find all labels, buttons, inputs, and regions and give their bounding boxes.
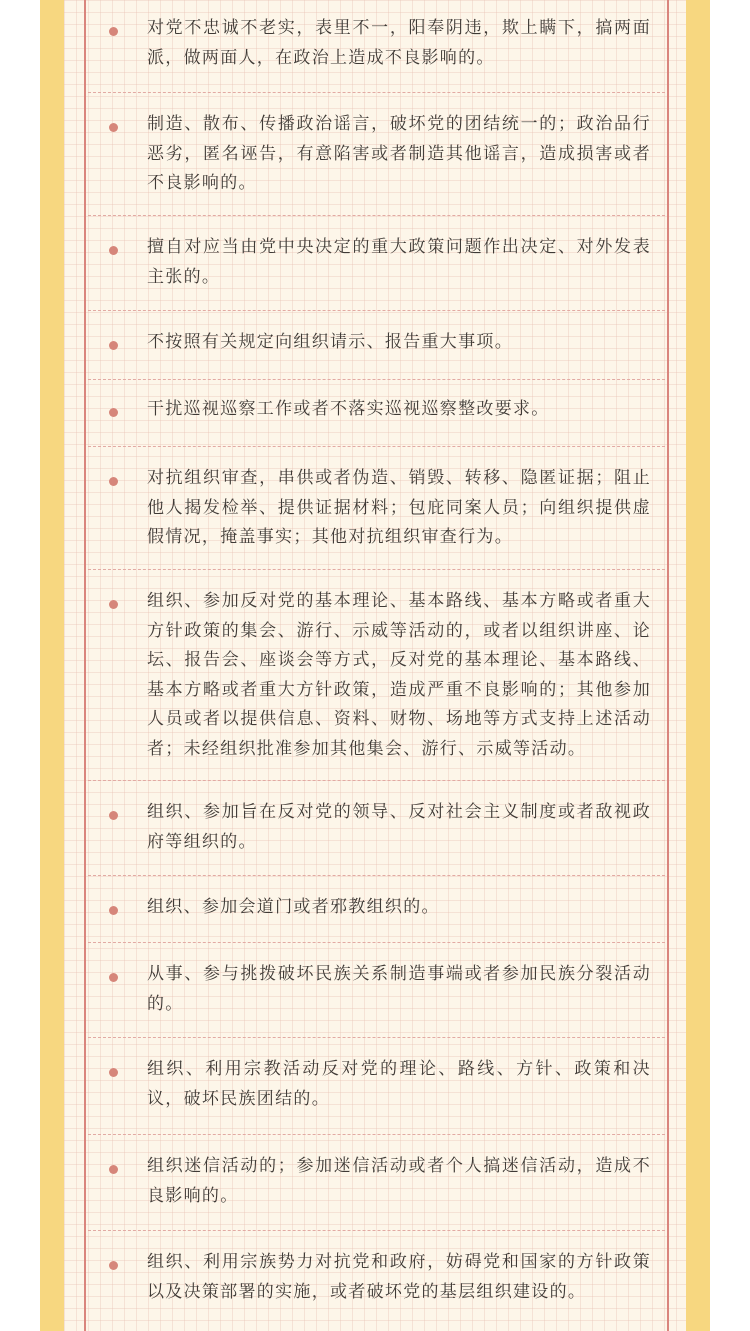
bullet-dot-icon <box>109 341 118 350</box>
bullet-dot-icon <box>109 477 118 486</box>
list-item <box>88 1135 665 1231</box>
list-item-text: 不按照有关规定向组织请示、报告重大事项。 <box>147 332 513 352</box>
bullet-dot-icon <box>109 1068 118 1077</box>
left-margin-rule <box>84 0 86 1331</box>
bullet-dot-icon <box>109 27 118 36</box>
list-item <box>88 93 665 216</box>
list-item <box>88 1231 665 1331</box>
bullet-dot-icon <box>109 973 118 982</box>
list-item <box>88 876 665 943</box>
list-item-text: 干扰巡视巡察工作或者不落实巡视巡察整改要求。 <box>147 399 550 419</box>
bullet-dot-icon <box>109 1165 118 1174</box>
list-item-text: 组织、利用宗教活动反对党的理论、路线、方针、政策和决议，破坏民族团结的。 <box>147 1059 651 1109</box>
list-item <box>88 447 665 570</box>
bullet-dot-icon <box>109 811 118 820</box>
bullet-dot-icon <box>109 1261 118 1270</box>
list-item <box>88 0 665 93</box>
bullet-dot-icon <box>109 246 118 255</box>
list-item-text: 组织迷信活动的；参加迷信活动或者个人搞迷信活动，造成不良影响的。 <box>147 1156 651 1206</box>
list-item-text: 组织、参加旨在反对党的领导、反对社会主义制度或者敌视政府等组织的。 <box>147 802 651 852</box>
list-item <box>88 216 665 311</box>
bullet-dot-icon <box>109 123 118 132</box>
list-item-text: 从事、参与挑拨破坏民族关系制造事端或者参加民族分裂活动的。 <box>147 964 651 1014</box>
list-item <box>88 943 665 1038</box>
list-item <box>88 380 665 447</box>
list-item-text: 擅自对应当由党中央决定的重大政策问题作出决定、对外发表主张的。 <box>147 237 651 287</box>
list-item <box>88 570 665 781</box>
list-item-text: 对抗组织审查，串供或者伪造、销毁、转移、隐匿证据；阻止他人揭发检举、提供证据材料；包庇同案人员；向组织提供虚假情况，掩盖事实；其他对抗组织审查行为。 <box>147 468 651 547</box>
bullet-dot-icon <box>109 906 118 915</box>
list-item-text: 组织、参加反对党的基本理论、基本路线、基本方略或者重大方针政策的集会、游行、示威等活动的，或者以组织讲座、论坛、报告会、座谈会等方式，反对党的基本理论、基本路线、基本方略或者重大方针政策，造成严重不良影响的；其他参加人员或者以提供信息、资料、财物、场地等方式支持上述活动者；未经组织批准参加其他集会、游行、示威等活动。 <box>147 591 651 759</box>
list-item-text: 制造、散布、传播政治谣言，破坏党的团结统一的；政治品行恶劣，匿名诬告，有意陷害或者制造其他谣言，造成损害或者不良影响的。 <box>147 114 651 193</box>
list-item-text: 组织、参加会道门或者邪教组织的。 <box>147 897 440 917</box>
list-item <box>88 1038 665 1135</box>
list-item-text: 对党不忠诚不老实，表里不一，阳奉阴违，欺上瞒下，搞两面派，做两面人，在政治上造成不良影响的。 <box>147 18 651 68</box>
list-item <box>88 311 665 380</box>
bullet-dot-icon <box>109 600 118 609</box>
list-item <box>88 781 665 876</box>
right-margin-rule <box>667 0 669 1331</box>
list-item-text: 组织、利用宗族势力对抗党和政府，妨碍党和国家的方针政策以及决策部署的实施，或者破坏党的基层组织建设的。 <box>147 1252 651 1302</box>
bullet-dot-icon <box>109 408 118 417</box>
